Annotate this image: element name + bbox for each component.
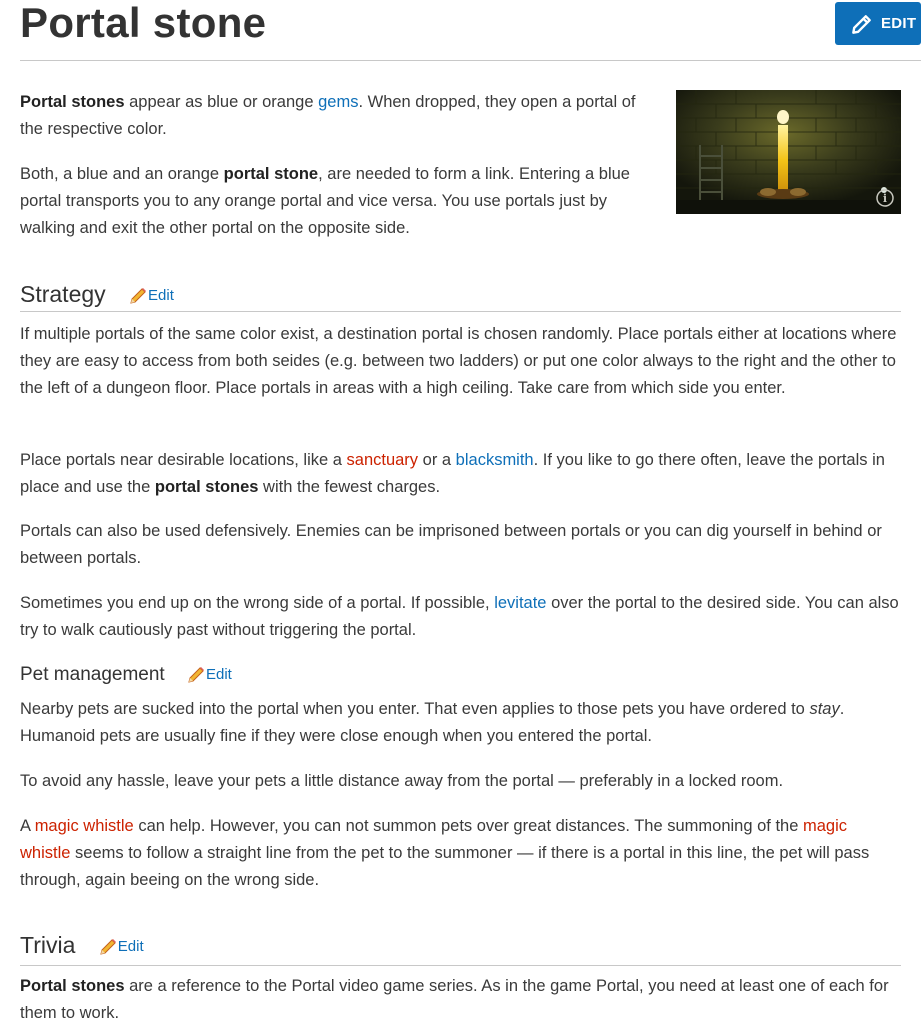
pet-management-edit-link[interactable]: Edit [186, 662, 232, 688]
pencil-colored-icon [98, 937, 118, 957]
strategy-paragraph-2: Place portals near desirable locations, like a sanctuary or a blacksmith. If you like to go there often, leave the portals in place and use the portal stones with the fewest charges. [20, 451, 885, 496]
pencil-icon [849, 11, 875, 37]
dungeon-scene-image [676, 90, 901, 214]
title-divider [20, 60, 921, 61]
trivia-divider [20, 965, 901, 966]
pencil-colored-icon [186, 665, 206, 685]
levitate-link[interactable]: levitate [494, 594, 547, 612]
portal-stone-screenshot[interactable] [676, 90, 901, 214]
intro-paragraph-1: Portal stones appear as blue or orange gems. When dropped, they open a portal of the respective color. [20, 93, 636, 138]
strategy-heading: Strategy Edit [20, 279, 174, 311]
trivia-edit-link[interactable]: Edit [98, 932, 144, 962]
strategy-divider [20, 311, 901, 312]
page-title: Portal stone [20, 0, 267, 46]
pet-paragraph-1: Nearby pets are sucked into the portal when you enter. That even applies to those pets you have ordered to stay. Humanoid pets are usually fine if they were close enough when you entered the portal. [20, 700, 845, 745]
trivia-paragraph-1: Portal stones are a reference to the Portal video game series. As in the game Portal, you need at least one of each for them to work. [20, 977, 889, 1022]
trivia-heading: Trivia Edit [20, 930, 144, 962]
blacksmith-link[interactable]: blacksmith [455, 451, 534, 469]
magic-whistle-link[interactable]: magic whistle [34, 817, 134, 835]
gems-link[interactable]: gems [318, 93, 359, 111]
pet-paragraph-2: To avoid any hassle, leave your pets a little distance away from the portal — preferably in a locked room. [20, 772, 784, 790]
strategy-paragraph-1: If multiple portals of the same color exist, a destination portal is chosen randomly. Place portals either at locations where they are easy to access from both seides (e.g. between two ladders) or put one color always to the right and the other to the left of a dungeon floor. Place portals in areas with a high ceiling. Take care from which side you enter. [20, 325, 897, 397]
edit-page-button[interactable] [835, 2, 921, 45]
pet-paragraph-3: A magic whistle can help. However, you can not summon pets over great distances. The summoning of the magic whistle seems to follow a straight line from the pet to the summoner — if there is a portal in this line, the pet will pass through, again beeing on the wrong side. [20, 817, 870, 889]
magic-whistle-link-2[interactable]: magic whistle [20, 817, 847, 862]
strategy-paragraph-4: Sometimes you end up on the wrong side of a portal. If possible, levitate over the portal to the desired side. You can also try to walk cautiously past without triggering the portal. [20, 594, 899, 639]
sanctuary-link[interactable]: sanctuary [346, 451, 419, 469]
strategy-paragraph-3: Portals can also be used defensively. Enemies can be imprisoned between portals or you can dig yourself in behind or between portals. [20, 522, 882, 567]
svg-text:i: i [882, 192, 888, 205]
strategy-edit-link[interactable]: Edit [128, 281, 174, 311]
pencil-colored-icon [128, 286, 148, 306]
edit-button-label: EDIT [881, 15, 917, 32]
pet-management-heading: Pet management Edit [20, 662, 232, 688]
intro-paragraph-2: Both, a blue and an orange portal stone, are needed to form a link. Entering a blue portal transports you to any orange portal and vice versa. You use portals just by walking and exit the other portal on the opposite side. [20, 165, 630, 237]
